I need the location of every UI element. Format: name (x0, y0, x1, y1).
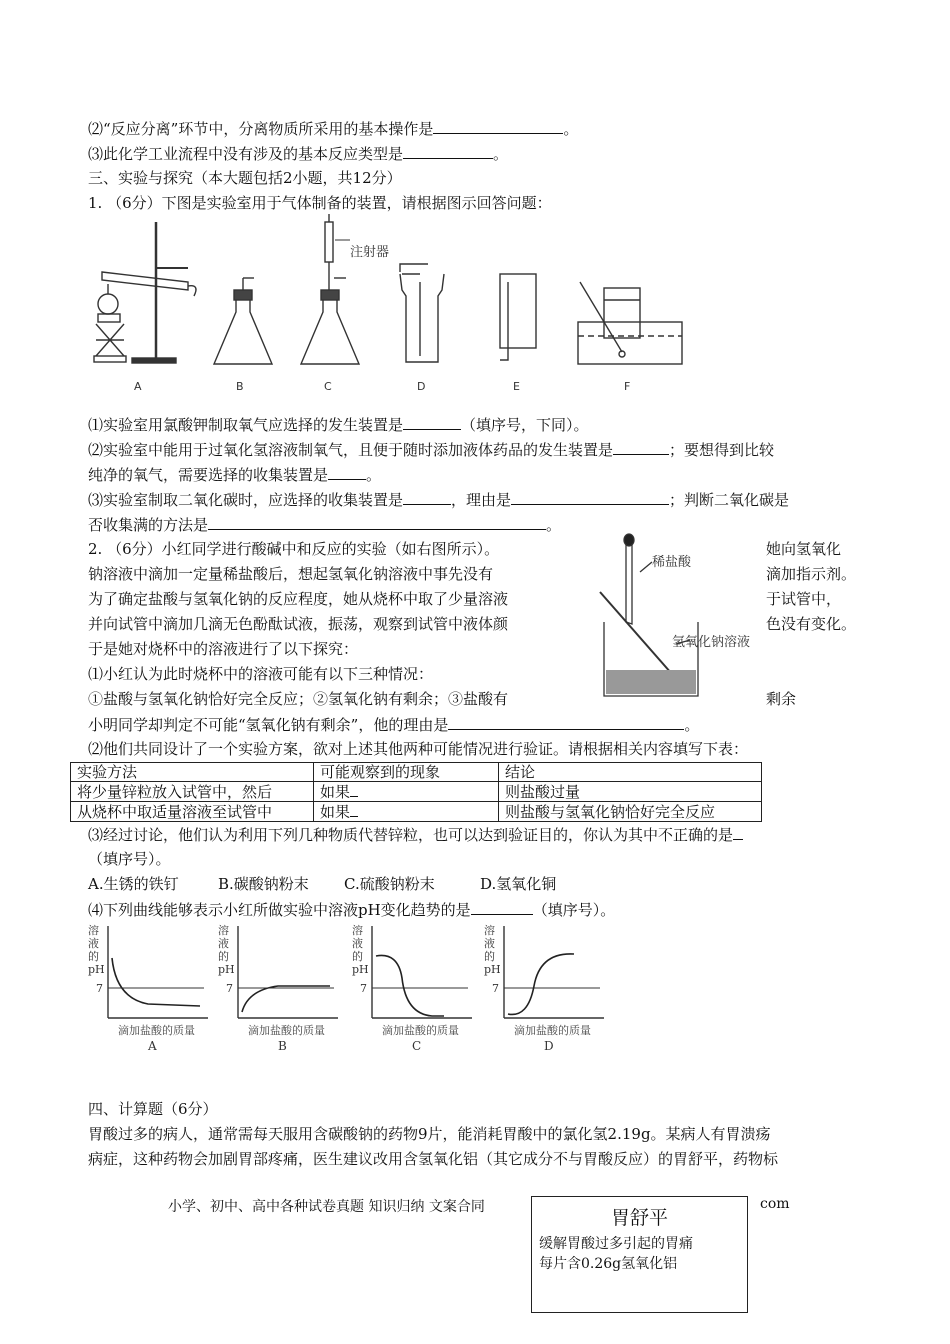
exp2-line-2: 钠溶液中滴加一定量稀盐酸后，想起氢氧化钠溶液中事先没有 (88, 565, 494, 583)
graph-letter: C (412, 1039, 422, 1050)
exp2-line-8: 小明同学却判定不可能“氢氧化钠有剩余”，他的理由是 。 (88, 713, 699, 736)
medicine-line-1: 缓解胃酸过多引起的胃痛 (539, 1236, 693, 1252)
answer-blank[interactable] (471, 898, 533, 915)
y-label-char: 的 (484, 950, 495, 963)
option-b[interactable]: B.碳酸钠粉末 (218, 875, 309, 893)
experiment-table (70, 762, 762, 822)
y-label-char: 的 (218, 950, 229, 963)
section-4-heading: 四、计算题（6分） (88, 1100, 218, 1118)
ph-7-label: 7 (360, 982, 367, 995)
answer-blank[interactable] (613, 438, 669, 455)
x-label: 滴加盐酸的质量 (118, 1024, 195, 1037)
label-f: F (624, 380, 631, 393)
y-label-char: pH (352, 963, 369, 976)
footer-com: com (760, 1196, 790, 1212)
ph-graph-D (484, 923, 604, 1050)
table-cell: 将少量锌粒放入试管中，然后 (71, 782, 314, 802)
y-label-char: 溶 (484, 924, 495, 937)
ph-curve (376, 955, 444, 1016)
x-label: 滴加盐酸的质量 (382, 1024, 459, 1037)
ph-7-label: 7 (226, 982, 233, 995)
apparatus-d (400, 264, 444, 362)
y-label-char: 溶 (88, 924, 99, 937)
answer-blank[interactable] (403, 142, 493, 159)
question-separation: ⑵“反应分离”环节中，分离物质所采用的基本操作是 。 (88, 117, 578, 140)
answer-blank[interactable] (403, 488, 451, 505)
syringe-label: 注射器 (350, 245, 390, 260)
question-reaction-type: ⑶此化学工业流程中没有涉及的基本反应类型是 。 (88, 142, 508, 165)
ph-7-label: 7 (492, 982, 499, 995)
y-label-char: 的 (352, 950, 363, 963)
medicine-line-2: 每片含0.26g氢氧化铝 (539, 1256, 678, 1272)
exp2-line-3-right: 于试管中， (766, 590, 842, 608)
table-cell[interactable]: 如果 (314, 782, 499, 802)
apparatus-a (94, 222, 196, 363)
option-c[interactable]: C.硫酸钠粉末 (344, 875, 435, 893)
y-label-char: pH (88, 963, 105, 976)
answer-blank[interactable] (733, 823, 743, 840)
y-label-char: 液 (218, 937, 229, 950)
exp2-q4: ⑷下列曲线能够表示小红所做实验中溶液pH变化趋势的是 （填序号）。 (88, 898, 615, 921)
answer-blank[interactable] (208, 513, 546, 530)
exp2-line-9: ⑵他们共同设计了一个实验方案，欲对上述其他两种可能情况进行验证。请根据相关内容填写下表： (88, 740, 749, 758)
exp2-line-2-right: 滴加指示剂。 (766, 565, 857, 583)
apparatus-figure (88, 212, 688, 397)
medicine-title: 胃舒平 (610, 1207, 668, 1229)
exp1-q2-cont: 纯净的氧气，需要选择的收集装置是 。 (88, 463, 381, 486)
exp2-line-4: 并向试管中滴加几滴无色酚酞试液，振荡，观察到试管中液体颜 (88, 615, 509, 633)
y-label-char: pH (218, 963, 235, 976)
answer-blank[interactable] (433, 117, 563, 134)
apparatus-e (500, 274, 536, 360)
base-label: 氢氧化钠溶液 (672, 635, 751, 650)
table-row (71, 782, 762, 802)
answer-blank[interactable] (448, 713, 684, 730)
exp2-line-1-right: 她向氢氧化 (766, 540, 842, 558)
acid-label: 稀盐酸 (652, 555, 692, 570)
x-label: 滴加盐酸的质量 (248, 1024, 325, 1037)
x-label: 滴加盐酸的质量 (514, 1024, 591, 1037)
label-b: B (236, 380, 244, 393)
apparatus-letters (134, 380, 630, 393)
label-d: D (417, 380, 426, 393)
ph-curve (508, 954, 574, 1015)
answer-blank[interactable] (403, 413, 461, 430)
y-label-char: 溶 (218, 924, 229, 937)
ph-graphs (86, 920, 606, 1050)
y-label-char: pH (484, 963, 501, 976)
ph-curve (112, 958, 200, 1006)
table-row (71, 763, 762, 782)
table-cell[interactable]: 如果 (314, 802, 499, 822)
y-label-char: 溶 (352, 924, 363, 937)
y-label-char: 的 (88, 950, 99, 963)
beaker-figure (580, 532, 760, 702)
graph-group (88, 923, 604, 1050)
ph-curve (242, 986, 330, 1012)
medicine-label (531, 1196, 748, 1313)
graph-letter: A (148, 1039, 157, 1050)
table-header: 结论 (499, 763, 762, 782)
answer-blank[interactable] (511, 488, 669, 505)
ph-7-label: 7 (96, 982, 103, 995)
table-cell: 则盐酸与氢氧化钠恰好完全反应 (499, 802, 762, 822)
table-header: 可能观察到的现象 (314, 763, 499, 782)
graph-letter: D (544, 1039, 554, 1050)
label-e: E (513, 380, 520, 393)
label-c: C (324, 380, 332, 393)
apparatus-c (301, 214, 359, 364)
answer-blank[interactable] (328, 463, 366, 480)
exp1-q3-cont: 否收集满的方法是 。 (88, 513, 561, 536)
exp2-q3: ⑶经过讨论，他们认为利用下列几种物质代替锌粒，也可以达到验证目的，你认为其中不正确的是 (88, 823, 743, 846)
section-3-heading: 三、实验与探究（本大题包括2小题，共12分） (88, 169, 402, 187)
exp2-line-3: 为了确定盐酸与氢氧化钠的反应程度，她从烧杯中取了少量溶液 (88, 590, 509, 608)
ph-graph-A (88, 923, 208, 1050)
ph-graph-C (352, 923, 472, 1050)
graph-letter: B (278, 1039, 287, 1050)
exp2-line-7-right: 剩余 (766, 690, 797, 708)
table-row (71, 802, 762, 822)
ph-graph-B (218, 923, 338, 1050)
experiment-1-title: 1. （6分）下图是实验室用于气体制备的装置，请根据图示回答问题： (88, 194, 552, 212)
y-label-char: 液 (352, 937, 363, 950)
exp1-q1: ⑴实验室用氯酸钾制取氧气应选择的发生装置是 （填序号，下同）。 (88, 413, 589, 436)
table-cell: 则盐酸过量 (499, 782, 762, 802)
y-label-char: 液 (484, 937, 495, 950)
calc-line-1: 胃酸过多的病人，通常需每天服用含碳酸钠的药物9片，能消耗胃酸中的氯化氢2.19g。某病人有胃溃疡 (88, 1125, 771, 1143)
apparatus-b (214, 278, 272, 364)
option-a[interactable]: A.生锈的铁钉 (88, 875, 179, 893)
table-cell: 从烧杯中取适量溶液至试管中 (71, 802, 314, 822)
exp2-line-1: 2. （6分）小红同学进行酸碱中和反应的实验（如右图所示）。 (88, 540, 500, 558)
exp2-line-6: ⑴小红认为此时烧杯中的溶液可能有以下三种情况： (88, 665, 434, 683)
y-label-char: 液 (88, 937, 99, 950)
exp2-q3-cont: （填序号）。 (88, 850, 171, 868)
table-header: 实验方法 (71, 763, 314, 782)
exp1-q2: ⑵实验室中能用于过氧化氢溶液制氧气，且便于随时添加液体药品的发生装置是 ；要想得到比较 (88, 438, 774, 461)
option-d[interactable]: D.氢氧化铜 (480, 875, 557, 893)
apparatus-f (578, 282, 682, 364)
exp1-q3: ⑶实验室制取二氧化碳时，应选择的收集装置是 ，理由是 ；判断二氧化碳是 (88, 488, 789, 511)
footer-text: 小学、初中、高中各种试卷真题 知识归纳 文案合同 (168, 1199, 485, 1215)
exp2-line-4-right: 色没有变化。 (766, 615, 857, 633)
exp2-line-7: ①盐酸与氢氧化钠恰好完全反应；②氢氧化钠有剩余；③盐酸有 (88, 690, 509, 708)
exp2-line-5: 于是她对烧杯中的溶液进行了以下探究： (88, 640, 359, 658)
label-a: A (134, 380, 142, 393)
calc-line-2: 病症，这种药物会加剧胃部疼痛，医生建议改用含氢氧化铝（其它成分不与胃酸反应）的胃舒平，药物标 (88, 1150, 779, 1168)
